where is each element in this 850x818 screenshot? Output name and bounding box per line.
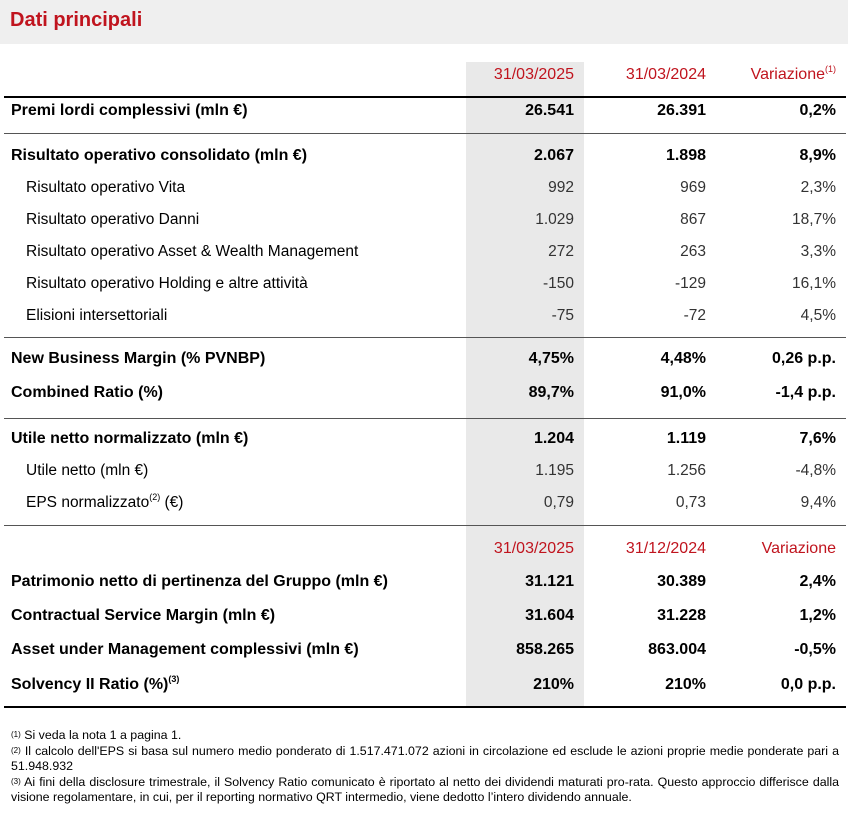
table-row: Premi lordi complessivi (mln €) 26.541 26.391 0,2% [11,102,836,119]
divider [4,418,846,419]
page-title: Dati principali [10,9,143,31]
footnotes [11,728,839,806]
header-col-previous: 31/12/2024 [625,540,706,557]
table-row: Contractual Service Margin (mln €) 31.604 31.228 1,2% [11,607,836,624]
header-col-current: 31/03/2025 [493,540,574,557]
table-row: Risultato operativo Holding e altre attività -150 -129 16,1% [26,275,836,292]
table-row: Risultato operativo Danni 1.029 867 18,7% [26,211,836,228]
divider [4,133,846,134]
table-row: Patrimonio netto di pertinenza del Gruppo (mln €) 31.121 30.389 2,4% [11,573,836,590]
table-row: EPS normalizzato$^{(2)}$ (€) 0,79 0,73 9,4% [26,492,836,511]
header-col-previous: 31/03/2024 [625,66,706,83]
table-row: Risultato operativo consolidato (mln €) 2.067 1.898 8,9% [11,147,836,164]
header-row-2 [0,540,850,560]
table-row: Elisioni intersettoriali -75 -72 4,5% [26,307,836,324]
table-row: Solvency II Ratio (%)$^{(3)}$ 210% 210% 0,0 p.p. [11,674,836,693]
table-row: Combined Ratio (%) 89,7% 91,0% -1,4 p.p. [11,384,836,401]
table-row: Risultato operativo Vita 992 969 2,3% [26,179,836,196]
divider [4,525,846,526]
divider [4,706,846,708]
divider [4,337,846,338]
footnote: $^{(1)}$ Si veda la nota 1 a pagina 1. [11,728,182,742]
table-row: New Business Margin (% PVNBP) 4,75% 4,48% 0,26 p.p. [11,350,836,367]
header-row-1 [0,66,850,86]
divider [4,96,846,98]
table-row: Risultato operativo Asset & Wealth Management 272 263 3,3% [26,243,836,260]
table-row: Utile netto (mln €) 1.195 1.256 -4,8% [26,462,836,479]
footnote: $^{(3)}$ Ai fini della disclosure trimestrale, il Solvency Ratio comunicato è riportato al netto dei dividendi maturati pro-rata. Questo approccio differisce dalla visione regolamentare, in cui, per il reporting normativo QRT intermedio, viene dedotto l’intero dividendo annuale. [11,774,839,804]
footnote: $^{(2)}$ Il calcolo dell'EPS si basa sul numero medio ponderato di 1.517.471.072 azioni in circolazione ed esclude le azioni proprie medie ponderate pari a 51.948.932 [11,743,839,773]
header-col-current: 31/03/2025 [493,66,574,83]
table-row: Utile netto normalizzato (mln €) 1.204 1.119 7,6% [11,430,836,447]
title-bar [0,0,848,44]
table-row: Asset under Management complessivi (mln €) 858.265 863.004 -0,5% [11,641,836,658]
header-col-change: Variazione [761,540,836,557]
header-col-change: Variazione$^{(1)}$ [750,64,836,83]
